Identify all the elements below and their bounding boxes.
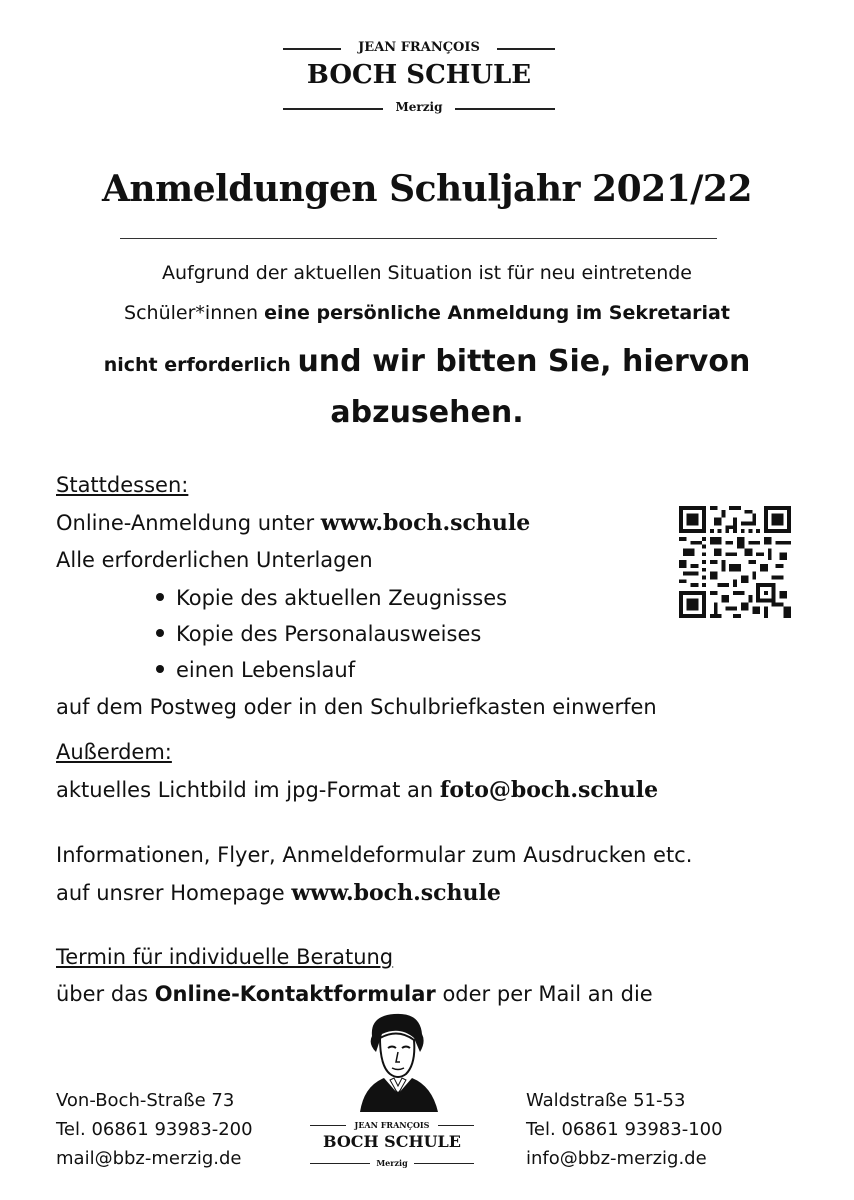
photo-text: aktuelles Lichtbild im jpg-Format an <box>56 778 440 802</box>
online-text: Online-Anmeldung unter <box>56 511 321 535</box>
consult-text: oder per Mail an die <box>435 982 653 1006</box>
footer-email[interactable]: info@bbz-merzig.de <box>526 1148 707 1169</box>
page-title: Anmeldungen Schuljahr 2021/22 <box>102 168 752 210</box>
footer-address-left <box>56 1086 253 1173</box>
list-item <box>156 622 481 646</box>
logo-top-text: JEAN FRANÇOIS <box>354 1120 430 1130</box>
footer-logo <box>310 1118 474 1170</box>
intro-line-4: abzusehen. <box>330 395 524 430</box>
logo-name: BOCH SCHULE <box>306 60 532 90</box>
founder-portrait-icon <box>350 1008 446 1112</box>
logo-city: Merzig <box>395 100 443 114</box>
instead-heading: Stattdessen: <box>56 473 189 497</box>
list-item-text: einen Lebenslauf <box>176 658 356 682</box>
online-registration <box>56 510 530 536</box>
consult-heading: Termin für individuelle Beratung <box>56 945 394 969</box>
intro-line-1: Aufgrund der aktuellen Situation ist für neu eintretende <box>162 262 692 284</box>
footer-email[interactable]: mail@bbz-merzig.de <box>56 1148 242 1169</box>
intro-line-3 <box>0 344 854 379</box>
footer-street: Von-Boch-Straße 73 <box>56 1090 235 1111</box>
docs-outro: auf dem Postweg oder in den Schulbriefkasten einwerfen <box>56 695 657 719</box>
list-item-text: Kopie des aktuellen Zeugnisses <box>176 586 508 610</box>
docs-intro: Alle erforderlichen Unterlagen <box>56 548 373 572</box>
qr-code-icon[interactable] <box>676 506 794 618</box>
info-line-1: Informationen, Flyer, Anmeldeformular zum Ausdrucken etc. <box>56 843 693 867</box>
footer-phone: Tel. 06861 93983-200 <box>56 1119 253 1140</box>
photo-line <box>56 777 658 803</box>
list-item-text: Kopie des Personalausweises <box>176 622 482 646</box>
intro-text: Schüler*innen <box>124 302 265 324</box>
photo-email-link[interactable]: foto@boch.schule <box>439 777 659 803</box>
logo-top-text: JEAN FRANÇOIS <box>358 40 480 55</box>
info-text: auf unsrer Homepage <box>56 881 292 905</box>
contact-form-link[interactable]: Online-Kontaktformular <box>154 982 436 1006</box>
logo-city: Merzig <box>376 1158 408 1168</box>
intro-line-2 <box>0 302 854 324</box>
intro-emphasis: und wir bitten Sie, hiervon <box>297 344 751 379</box>
footer-address-right <box>526 1086 723 1173</box>
consult-line <box>56 982 653 1006</box>
footer-street: Waldstraße 51-53 <box>526 1090 686 1111</box>
consult-text: über das <box>56 982 155 1006</box>
online-link[interactable]: www.boch.schule <box>320 510 531 536</box>
bullet-icon <box>156 629 164 637</box>
bullet-icon <box>156 593 164 601</box>
bullet-icon <box>156 665 164 673</box>
logo-name: BOCH SCHULE <box>323 1132 461 1151</box>
footer-phone: Tel. 06861 93983-100 <box>526 1119 723 1140</box>
title-divider <box>120 238 717 239</box>
additionally-heading: Außerdem: <box>56 740 172 764</box>
list-item <box>156 586 507 610</box>
intro-bold: eine persönliche Anmeldung im Sekretariat <box>264 302 730 324</box>
list-item <box>156 658 355 682</box>
intro-bold: nicht erforderlich <box>103 354 298 376</box>
homepage-link[interactable]: www.boch.schule <box>291 880 501 906</box>
school-logo <box>283 38 555 120</box>
info-line-2 <box>56 880 501 906</box>
